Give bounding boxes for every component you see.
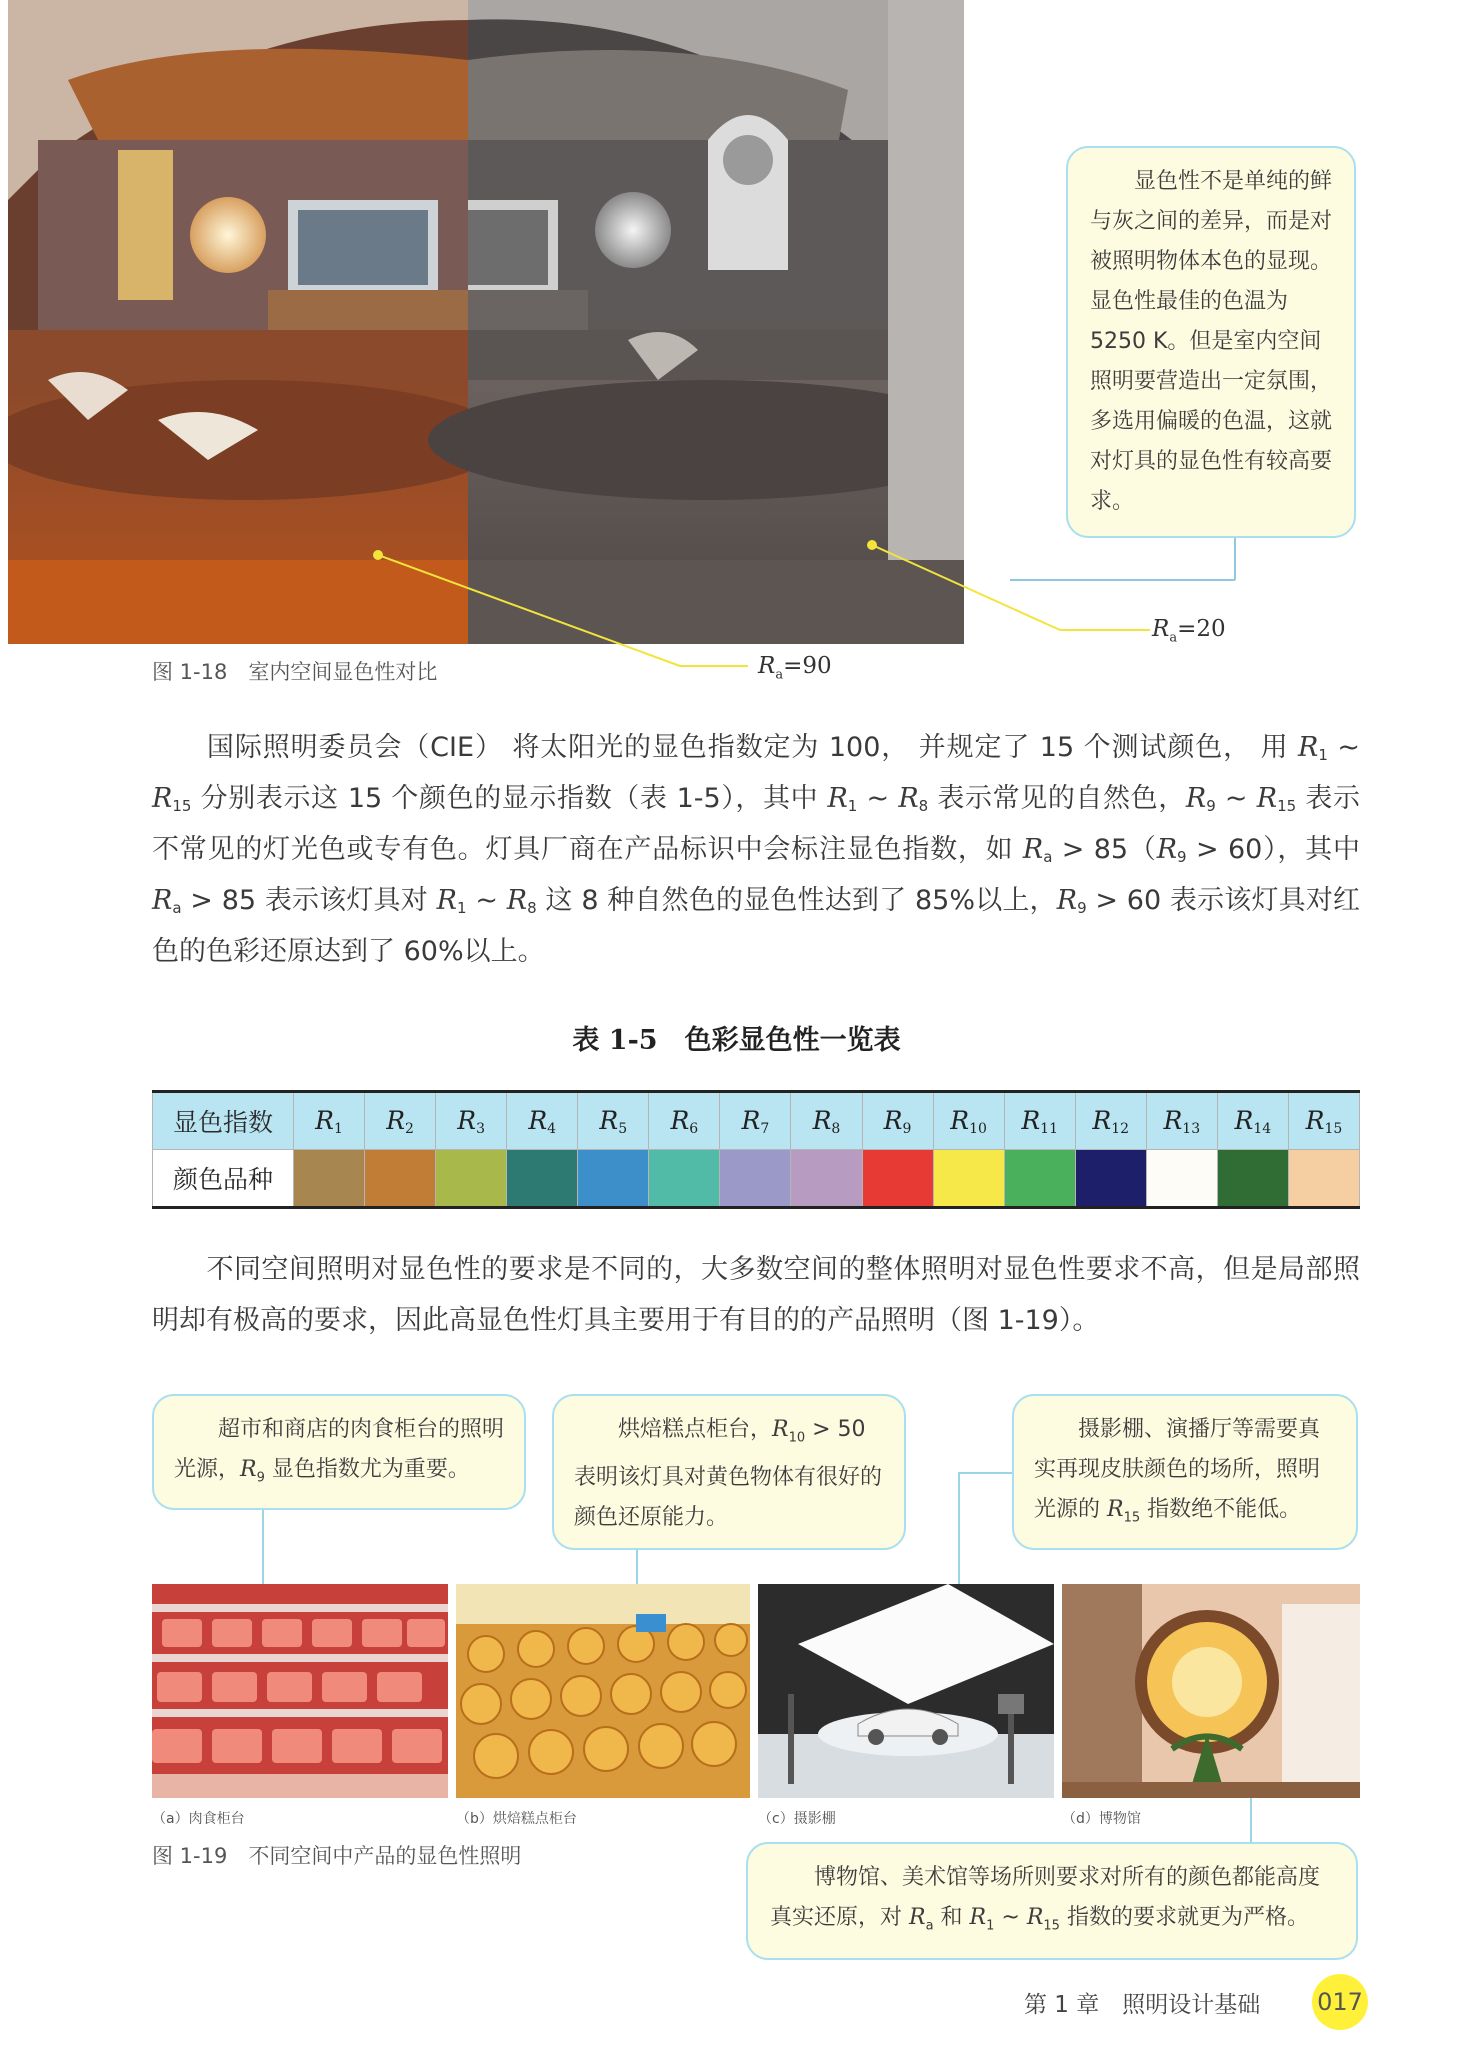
index-cell: $R_7$	[720, 1092, 791, 1150]
index-cell: $R_5$	[578, 1092, 649, 1150]
bakery-counter-photo	[456, 1584, 750, 1798]
color-swatch-r12	[1075, 1150, 1146, 1208]
index-cell: $R_8$	[791, 1092, 862, 1150]
index-cell: $R_{11}$	[1004, 1092, 1075, 1150]
studio-callout: 摄影棚、演播厅等需要真实再现皮肤颜色的场所，照明光源的 $R_{15}$ 指数绝不能低。	[1012, 1394, 1358, 1550]
color-swatch-r2	[365, 1150, 436, 1208]
table-1-5-title: 表 1-5 色彩显色性一览表	[572, 1025, 901, 1056]
color-swatch-r5	[578, 1150, 649, 1208]
connector-b	[636, 1550, 638, 1584]
index-cell: $R_6$	[649, 1092, 720, 1150]
color-swatch-r7	[720, 1150, 791, 1208]
color-swatch-r4	[507, 1150, 578, 1208]
paragraph-space-lighting: 不同空间照明对显色性的要求是不同的，大多数空间的整体照明对显色性要求不高，但是局部照明却有极高的要求，因此高显色性灯具主要用于有目的的产品照明（图 1-19）。	[152, 1254, 1360, 1336]
bakery-counter-callout: 烘焙糕点柜台，$R_{10} > 50$ 表明该灯具对黄色物体有很好的颜色还原能力。	[552, 1394, 906, 1550]
color-rendering-callout-text: 显色性不是单纯的鲜与灰之间的差异，而是对被照明物体本色的显现。显色性最佳的色温为 5250 K。但是室内空间照明要营造出一定氛围，多选用偏暖的色温，这就对灯具的显色性有较高要求。	[1090, 169, 1333, 514]
paragraph-cie: 国际照明委员会（CIE） 将太阳光的显色指数定为 100， 并规定了 15 个测试颜色， 用 $R_1$ ~ $R_{15}$ 分别表示这 15 个颜色的显示指数（表 1-5），其中 $R_1$ ~ $R_8$ 表示常见的自然色，$R_9$ ~ $R_{15}$ 表示不常见的灯光色或专有色。灯具厂商在产品标识中会标注显色指数，如 $R_a > 85(R_9 > 60)$，其中 $R_a > 85$ 表示该灯具对 $R_1$ ~ $R_8$ 这 8 种自然色的显色性达到了 85%以上，$R_9 > 60$ 表示该灯具对红色的色彩还原达到了 60%以上。	[152, 732, 1360, 967]
color-swatch-r3	[436, 1150, 507, 1208]
photo-studio-photo	[758, 1584, 1054, 1798]
color-swatch-r14	[1217, 1150, 1288, 1208]
photo-d-caption: （d）博物馆	[1062, 1811, 1141, 1827]
index-cell: $R_1$	[294, 1092, 365, 1150]
figure-1-19-caption: 图 1-19 不同空间中产品的显色性照明	[152, 1844, 522, 1868]
connector-c-h	[958, 1472, 1012, 1474]
table-header-color: 颜色品种	[153, 1150, 294, 1208]
color-swatch-r9	[862, 1150, 933, 1208]
connector-c-v	[958, 1472, 960, 1584]
index-cell: $R_{10}$	[933, 1092, 1004, 1150]
museum-photo	[1062, 1584, 1360, 1798]
ra-90-label: $R_a=90$	[758, 653, 832, 683]
ra-20-label: $R_a=20$	[1152, 616, 1226, 646]
color-swatch-r8	[791, 1150, 862, 1208]
index-cell: $R_3$	[436, 1092, 507, 1150]
color-swatch-r1	[294, 1150, 365, 1208]
color-swatch-r6	[649, 1150, 720, 1208]
table-header-index: 显色指数	[153, 1092, 294, 1150]
museum-callout: 博物馆、美术馆等场所则要求对所有的颜色都能高度真实还原，对 $R_a$ 和 $R_1$ ~ $R_{15}$ 指数的要求就更为严格。	[746, 1842, 1358, 1960]
meat-counter-photo	[152, 1584, 448, 1798]
index-cell: $R_2$	[365, 1092, 436, 1150]
index-cell: $R_9$	[862, 1092, 933, 1150]
color-swatch-r10	[933, 1150, 1004, 1208]
color-rendering-table	[152, 1090, 1360, 1209]
photo-a-caption: （a）肉食柜台	[152, 1811, 245, 1827]
index-cell: $R_4$	[507, 1092, 578, 1150]
meat-counter-callout: 超市和商店的肉食柜台的照明光源，$R_9$ 显色指数尤为重要。	[152, 1394, 526, 1510]
table-row-indices	[153, 1092, 1360, 1150]
photo-c-caption: （c）摄影棚	[758, 1811, 836, 1827]
connector-d	[1250, 1798, 1252, 1842]
page-number: 017	[1312, 1974, 1368, 2030]
connector-a	[262, 1510, 264, 1584]
index-cell: $R_{12}$	[1075, 1092, 1146, 1150]
chapter-footer: 第 1 章 照明设计基础	[1024, 1992, 1261, 2018]
color-swatch-r15	[1288, 1150, 1359, 1208]
photo-b-caption: （b）烘焙糕点柜台	[456, 1811, 577, 1827]
table-row-colors	[153, 1150, 1360, 1208]
index-cell: $R_{14}$	[1217, 1092, 1288, 1150]
figure-1-18-caption: 图 1-18 室内空间显色性对比	[152, 660, 438, 684]
index-cell: $R_{15}$	[1288, 1092, 1359, 1150]
color-swatch-r13	[1146, 1150, 1217, 1208]
color-swatch-r11	[1004, 1150, 1075, 1208]
index-cell: $R_{13}$	[1146, 1092, 1217, 1150]
hero-leader-lines	[0, 0, 1473, 700]
